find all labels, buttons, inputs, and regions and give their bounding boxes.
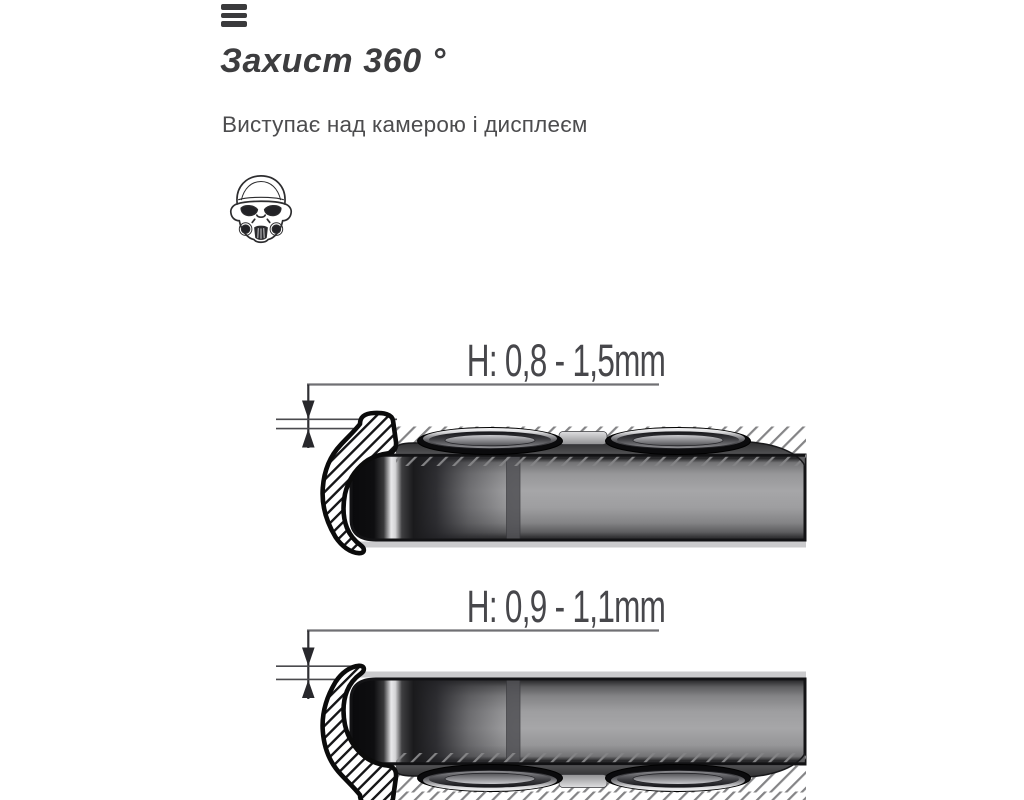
diagram-camera-side (276, 337, 806, 554)
dimension-arrow-up (302, 429, 315, 448)
diagram-display-side (276, 583, 806, 800)
measurement-label-display: H: 0,9 - 1,1mm (466, 582, 666, 633)
page-subtitle: Виступає над камерою і дисплеєм (222, 112, 588, 137)
dimension-arrow-down (302, 401, 315, 420)
phone-cross-section-camera (323, 413, 806, 553)
surface-hatching-extension (398, 792, 806, 800)
page-title: Захист 360 ° (220, 42, 446, 80)
phone-cross-section-display (323, 666, 806, 800)
dimension-arrow-down (302, 648, 315, 667)
measurement-label-camera: H: 0,8 - 1,5mm (466, 336, 666, 387)
dimension-arrow-up (302, 680, 315, 698)
